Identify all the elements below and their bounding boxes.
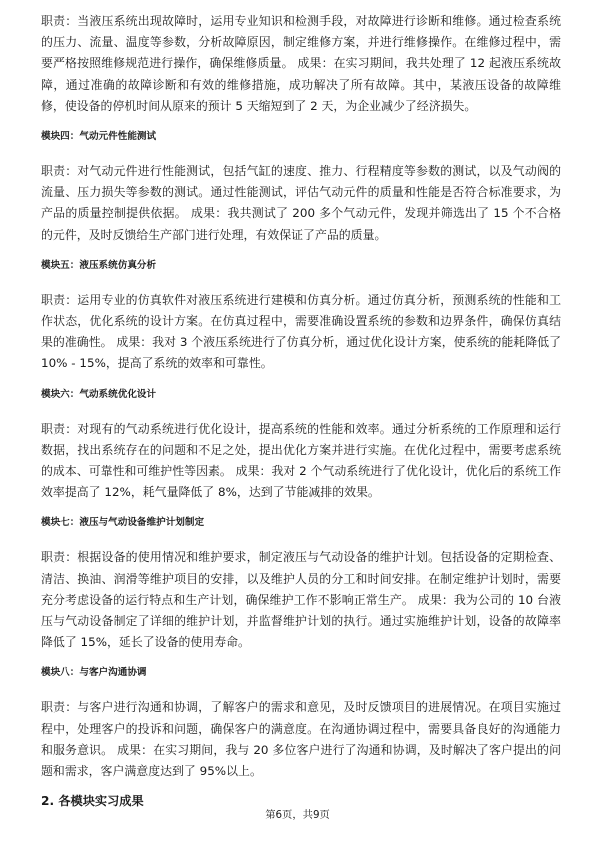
module-six-heading: 模块六：气动系统优化设计	[41, 388, 157, 400]
module-six-body: 职责：对现有的气动系统进行优化设计，提高系统的性能和效率。通过分析系统的工作原理和运行数据，找出系统存在的问题和不足之处，提出优化方案并进行实施。在优化过程中，需要考虑系统的成本、可靠性和可维护性等因素。 成果：我对 2 个气动系统进行了优化设计，优化后的系统工作效率提高了 12%，耗气量降低了 8%，达到了节能减排的效果。	[41, 421, 561, 500]
page-content	[41, 11, 561, 810]
module-five-heading: 模块五：液压系统仿真分析	[41, 259, 157, 271]
module-seven-heading: 模块七：液压与气动设备维护计划制定	[41, 517, 205, 529]
section-heading: 2. 各模块实习成果	[41, 794, 144, 809]
module-five-body: 职责：运用专业的仿真软件对液压系统进行建模和仿真分析。通过仿真分析，预测系统的性能和工作状态，优化系统的设计方案。在仿真过程中，需要准确设置系统的参数和边界条件，确保仿真结果的准确性。 成果：我对 3 个液压系统进行了仿真分析，通过优化设计方案，使系统的能耗降低了 10% - 15%，提高了系统的效率和可靠性。	[41, 292, 561, 371]
module-eight-body: 职责：与客户进行沟通和协调，了解客户的需求和意见，及时反馈项目的进展情况。在项目实施过程中，处理客户的投诉和问题，确保客户的满意度。在沟通协调过程中，需要具备良好的沟通能力和服务意识。 成果：在实习期间，我与 20 多位客户进行了沟通和协调，及时解决了客户提出的问题和需求，客户满意度达到了 95%以上。	[41, 700, 561, 779]
module-seven-body: 职责：根据设备的使用情况和维护要求，制定液压与气动设备的维护计划。包括设备的定期检查、清洁、换油、润滑等维护项目的安排，以及维护人员的分工和时间安排。在制定维护计划时，需要充分考虑设备的运行特点和生产计划，确保维护工作不影响正常生产。 成果：我为公司的 10 台液压与气动设备制定了详细的维护计划，并监督维护计划的执行。通过实施维护计划，设备的故障率降低了 15%，延长了设备的使用寿命。	[41, 550, 561, 650]
module-four-body: 职责：对气动元件进行性能测试，包括气缸的速度、推力、行程精度等参数的测试，以及气动阀的流量、压力损失等参数的测试。通过性能测试，评估气动元件的质量和性能是否符合标准要求，为产品的质量控制提供依据。 成果：我共测试了 200 多个气动元件，发现并筛选出了 15 个不合格的元件，及时反馈给生产部门进行处理，有效保证了产品的质量。	[41, 164, 561, 242]
paragraph-module-three-body: 职责：当液压系统出现故障时，运用专业知识和检测手段，对故障进行诊断和维修。通过检查系统的压力、流量、温度等参数，分析故障原因，制定维修方案，并进行维修操作。在维修过程中，需要严格按照维修规范进行操作，确保维修质量。 成果：在实习期间，我共处理了 12 起液压系统故障，通过准确的故障诊断和有效的维修措施，成功解决了所有故障。其中，某液压设备的故障维修，使设备的停机时间从原来的预计 5 天缩短到了 2 天，为企业减少了经济损失。	[41, 14, 561, 113]
page-number-footer: 第6页，共9页	[265, 809, 330, 821]
module-eight-heading: 模块八：与客户沟通协调	[41, 667, 147, 679]
module-four-heading: 模块四：气动元件性能测试	[41, 131, 157, 143]
